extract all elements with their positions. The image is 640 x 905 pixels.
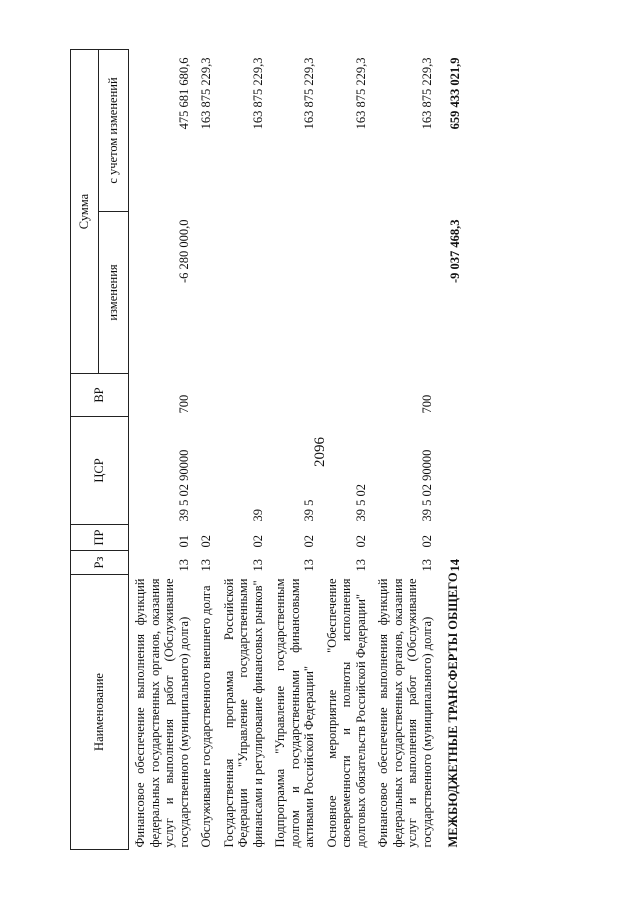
row-name: Обслуживание государственного внешнего долга	[199, 585, 213, 848]
row-rz: 13	[302, 559, 316, 572]
row-rz: 13	[176, 559, 191, 572]
table-row	[218, 50, 270, 850]
row-csr: 39 5 02	[353, 484, 368, 522]
row-vr: 700	[176, 394, 191, 414]
header-pr: ПР	[71, 525, 129, 551]
total-rz: 14	[448, 559, 462, 572]
row-change: -6 280 000,0	[176, 219, 191, 284]
row-pr: 02	[419, 535, 434, 548]
budget-table	[70, 49, 463, 850]
row-rz: 13	[199, 559, 213, 572]
table-row	[269, 50, 321, 850]
table-row	[372, 50, 438, 850]
row-vr	[218, 374, 270, 417]
row-pr: 01	[176, 535, 191, 548]
header-name: Наименование	[71, 575, 129, 850]
row-change	[269, 212, 321, 374]
row-change	[321, 212, 373, 374]
row-pr: 02	[302, 535, 316, 548]
table-row	[321, 50, 373, 850]
row-name: Финансовое обеспечение выполнения функций федеральных государственных органов, оказания услуг и выполнения работ (Обслуживание государственного (муниципального) долга)	[376, 578, 434, 848]
row-vr: 700	[419, 394, 434, 414]
row-with-change: 163 875 229,3	[250, 57, 265, 130]
total-with-change: 659 433 021,9	[448, 57, 462, 130]
row-pr: 02	[199, 535, 213, 548]
total-row	[438, 50, 463, 850]
page-number: 2096	[312, 437, 328, 467]
row-with-change: 163 875 229,3	[419, 57, 434, 130]
row-with-change: 475 681 680,6	[176, 57, 191, 130]
row-change	[218, 212, 270, 374]
total-change: -9 037 468,3	[448, 219, 462, 284]
row-name: Государственная программа Российской Федерации "Управление государственными финансами и регулирование финансовых рынков"	[221, 578, 265, 848]
header-csr: ЦСР	[71, 417, 129, 525]
table-row	[195, 50, 218, 850]
row-name: Основное мероприятие "Обеспечение своевременности и полноты исполнения долговых обязательств Российской Федерации"	[324, 578, 368, 848]
row-rz: 13	[419, 559, 434, 572]
row-name: Финансовое обеспечение выполнения функций федеральных государственных органов, оказания услуг и выполнения работ (Обслуживание государственного (муниципального) долга)	[133, 578, 191, 848]
row-csr	[195, 417, 218, 525]
header-with-change: с учетом изменений	[99, 50, 129, 212]
header-sum: Сумма	[71, 50, 99, 374]
row-change	[372, 212, 438, 374]
row-vr	[321, 374, 373, 417]
row-pr: 02	[250, 535, 265, 548]
row-pr: 02	[353, 535, 368, 548]
row-change	[195, 212, 218, 374]
row-with-change: 163 875 229,3	[353, 57, 368, 130]
row-csr: 39 5	[302, 499, 316, 522]
row-rz: 13	[353, 559, 368, 572]
table-row	[129, 50, 196, 850]
header-change: изменения	[99, 212, 129, 374]
row-with-change: 163 875 229,3	[302, 57, 316, 130]
row-rz: 13	[250, 559, 265, 572]
row-vr	[269, 374, 321, 417]
header-vr: ВР	[71, 374, 129, 417]
total-name: МЕЖБЮДЖЕТНЫЕ ТРАНСФЕРТЫ ОБЩЕГО	[446, 572, 460, 848]
row-name: Подпрограмма "Управление государственным долгом и государственными финансовыми активами Российской Федерации"	[273, 578, 316, 848]
row-csr: 39 5 02 90000	[419, 449, 434, 522]
row-vr	[195, 374, 218, 417]
row-csr: 39 5 02 90000	[176, 449, 191, 522]
header-rz: Рз	[71, 551, 129, 575]
row-with-change: 163 875 229,3	[199, 57, 213, 130]
rotated-budget-table	[70, 50, 610, 850]
row-csr: 39	[250, 509, 265, 522]
